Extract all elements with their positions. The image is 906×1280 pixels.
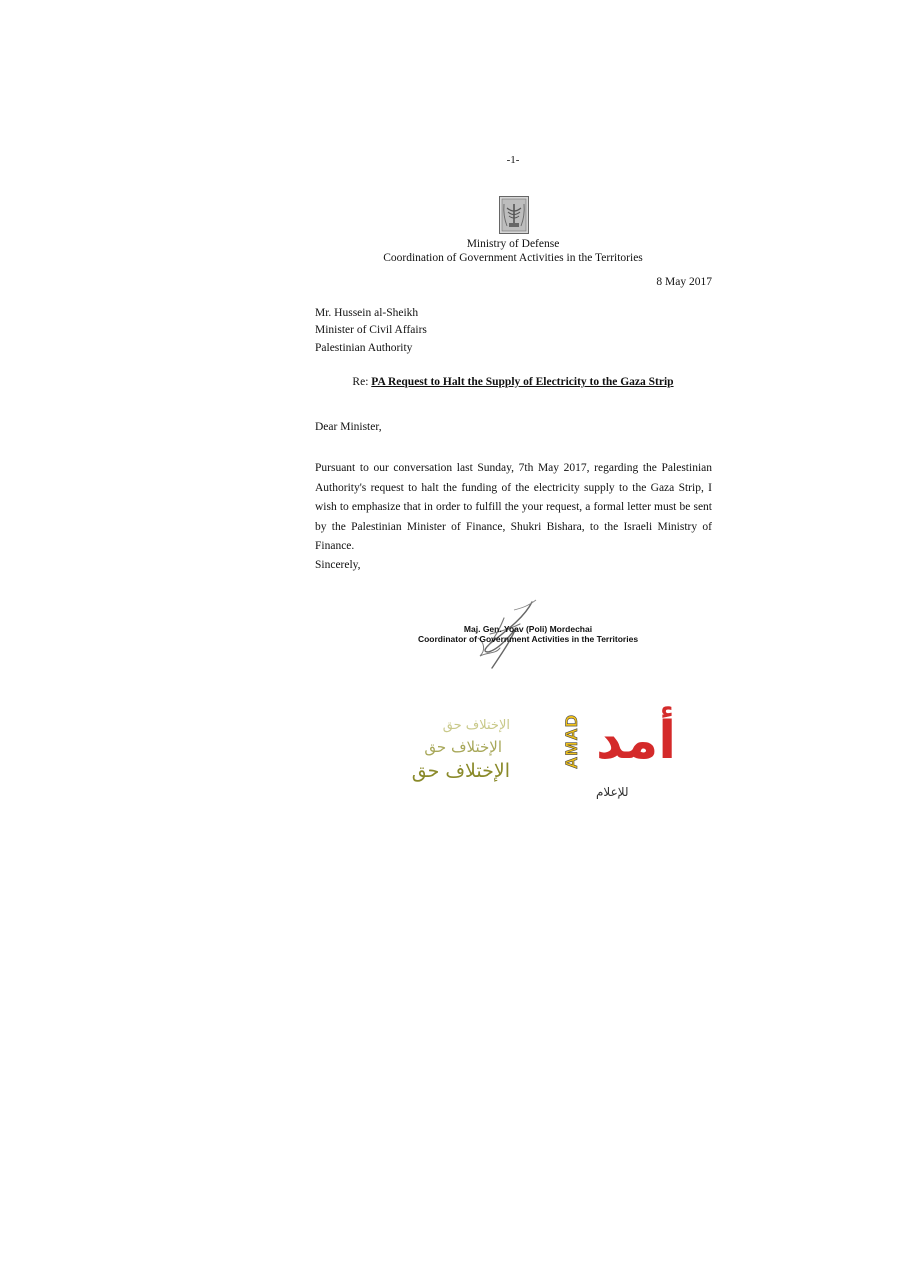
subject-prefix: Re: bbox=[352, 376, 369, 388]
watermark-slogan-line: الإختلاف حق bbox=[442, 718, 510, 733]
recipient-organization: Palestinian Authority bbox=[315, 342, 413, 354]
subject-line bbox=[0, 376, 906, 388]
watermark-slogan-line: الإختلاف حق bbox=[424, 738, 502, 756]
salutation: Dear Minister, bbox=[315, 421, 382, 433]
letterhead-ministry: Ministry of Defense bbox=[466, 238, 560, 250]
signatory-name: Maj. Gen. Yoav (Poli) Mordechai bbox=[463, 624, 593, 634]
watermark-slogan bbox=[385, 718, 510, 790]
amad-latin-text: AMAD bbox=[562, 714, 581, 769]
watermark-slogan-line: الإختلاف حق bbox=[411, 760, 510, 782]
letter-body: Pursuant to our conversation last Sunday, 7th May 2017, regarding the Palestinian Authority's request to halt the funding of the electricity supply to the Gaza Strip, I wish to emphasize that in order to fulfill the your request, a formal letter must be sent by the Palestinian Minister of Finance, Shukri Bishara, to the Israeli Ministry of Finance. bbox=[315, 462, 712, 552]
letter-date: 8 May 2017 bbox=[656, 276, 712, 288]
recipient-name: Mr. Hussein al-Sheikh bbox=[315, 307, 419, 319]
state-emblem-icon bbox=[499, 196, 529, 234]
page-number: -1- bbox=[506, 154, 520, 166]
amad-sub-text: للإعلام bbox=[596, 785, 629, 799]
closing: Sincerely, bbox=[315, 559, 361, 571]
amad-media-logo bbox=[560, 705, 705, 810]
recipient-title: Minister of Civil Affairs bbox=[315, 324, 427, 336]
letterhead-department: Coordination of Government Activities in the Territories bbox=[383, 252, 643, 264]
amad-arabic-text: أمد bbox=[596, 711, 677, 771]
subject-text: PA Request to Halt the Supply of Electricity to the Gaza Strip bbox=[371, 376, 674, 388]
signatory-title: Coordinator of Government Activities in the Territories bbox=[417, 634, 639, 644]
